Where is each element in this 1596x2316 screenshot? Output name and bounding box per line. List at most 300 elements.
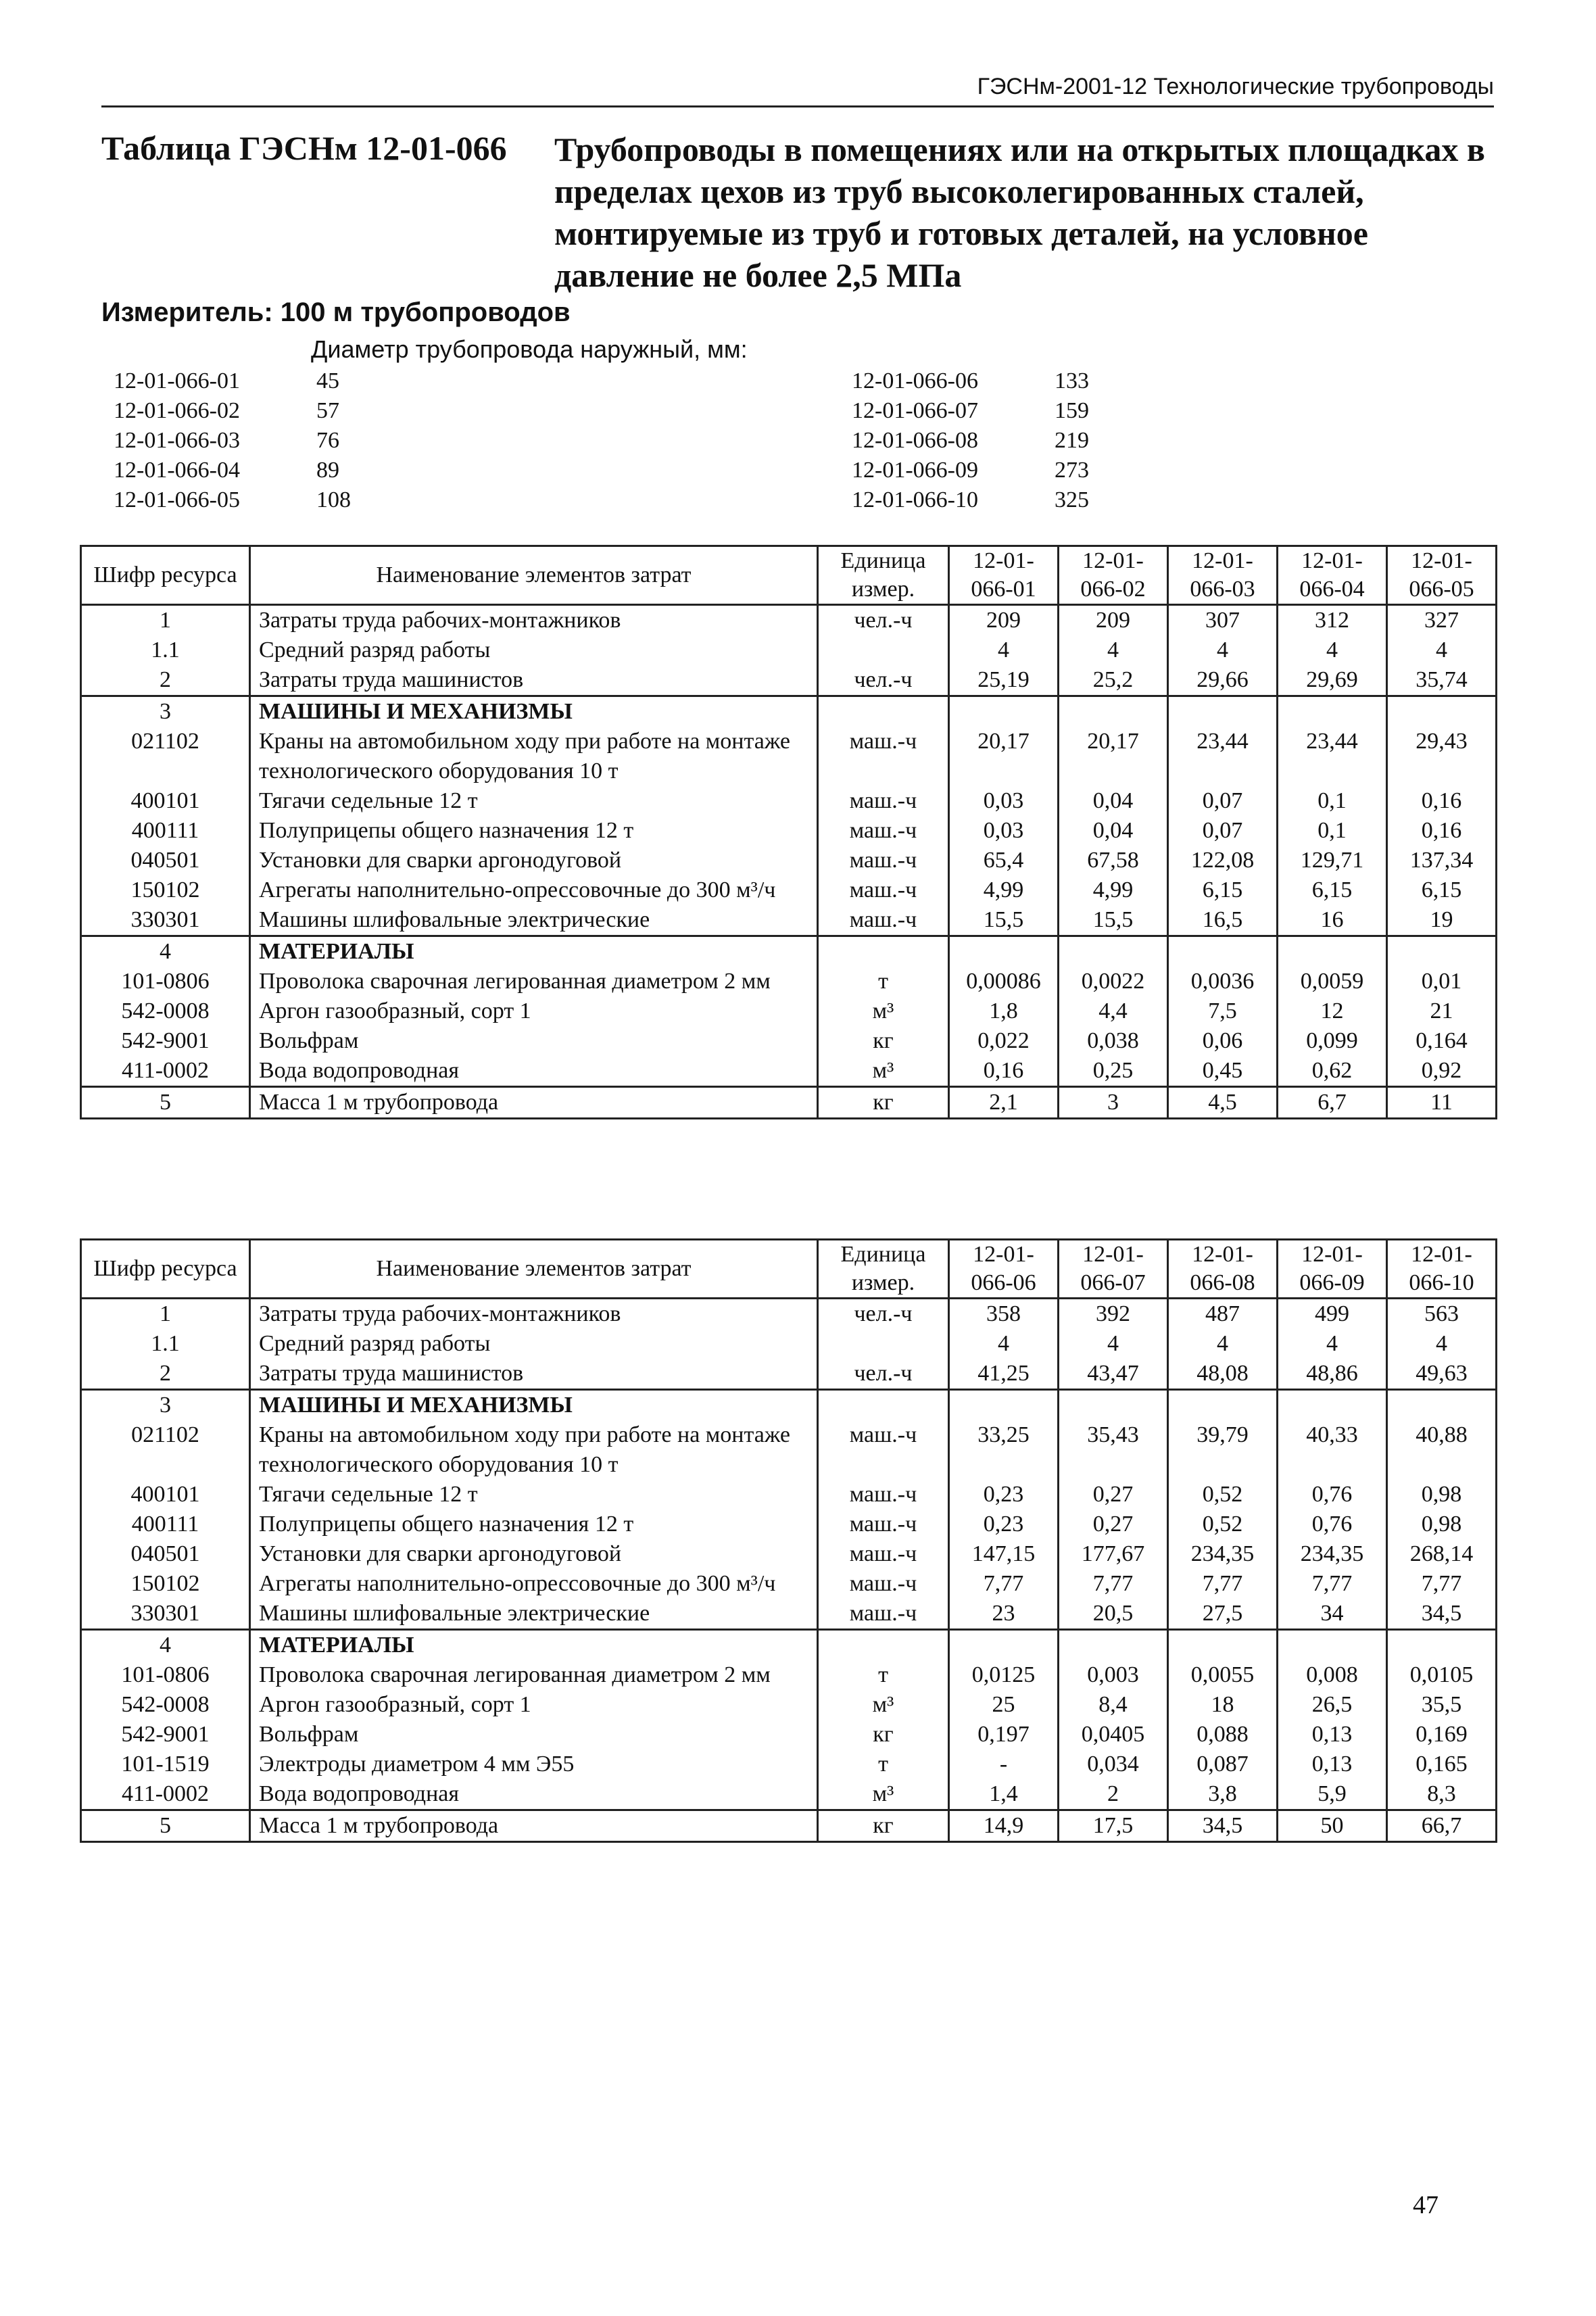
resource-value: 14,9	[949, 1810, 1059, 1842]
resource-value: 17,5	[1059, 1810, 1168, 1842]
resource-value: 307	[1168, 605, 1278, 636]
resource-value: 4	[1387, 1329, 1497, 1359]
resource-value: 0,03	[949, 786, 1059, 816]
resource-value: 48,86	[1278, 1359, 1387, 1390]
resource-value: 12	[1278, 996, 1387, 1026]
resource-name: Проволока сварочная легированная диаметром 2 мм	[250, 1660, 818, 1690]
resource-value: 15,5	[1059, 905, 1168, 936]
table-row	[81, 846, 1497, 875]
diameter-code: 12-01-066-09	[852, 458, 978, 483]
table-row	[81, 875, 1497, 905]
diameter-row	[852, 456, 1089, 485]
resource-value: 8,4	[1059, 1690, 1168, 1720]
resource-name: Установки для сварки аргонодуговой	[250, 846, 818, 875]
header-row	[81, 546, 1497, 605]
resource-code: 101-0806	[81, 1660, 250, 1690]
resource-value: 0,0125	[949, 1660, 1059, 1690]
resource-value: 4,5	[1168, 1087, 1278, 1119]
table-row	[81, 936, 1497, 967]
diameter-title: Диаметр трубопровода наружный, мм:	[311, 335, 748, 363]
resource-unit: маш.-ч	[818, 1569, 949, 1599]
resource-value: 4	[1168, 635, 1278, 665]
resource-name: Затраты труда машинистов	[250, 1359, 818, 1390]
table-row	[81, 1539, 1497, 1569]
diameter-row	[852, 426, 1089, 456]
resource-name: Машины шлифовальные электрические	[250, 1599, 818, 1630]
resource-name: Аргон газообразный, сорт 1	[250, 1690, 818, 1720]
resource-code: 150102	[81, 1569, 250, 1599]
resource-value: 43,47	[1059, 1359, 1168, 1390]
resource-value: 0,00086	[949, 967, 1059, 996]
header-column-code: 12-01-066-04	[1278, 546, 1387, 605]
resource-value: 312	[1278, 605, 1387, 636]
table-row	[81, 1087, 1497, 1119]
diameter-row	[852, 396, 1089, 426]
resource-value: 29,66	[1168, 665, 1278, 696]
table-row	[81, 1569, 1497, 1599]
header-column-code: 12-01-066-07	[1059, 1240, 1168, 1299]
resource-name: Вода водопроводная	[250, 1056, 818, 1087]
resource-value: 23,44	[1278, 727, 1387, 786]
resource-code: 542-0008	[81, 1690, 250, 1720]
resource-unit: чел.-ч	[818, 1359, 949, 1390]
table-row	[81, 1299, 1497, 1330]
resource-value: 16,5	[1168, 905, 1278, 936]
diameter-value: 273	[1055, 458, 1089, 483]
diameter-value: 57	[316, 398, 339, 423]
table-body	[81, 605, 1497, 1119]
table-row	[81, 1779, 1497, 1810]
header-column-code: 12-01-066-01	[949, 546, 1059, 605]
diameter-row	[114, 485, 351, 515]
resource-value: 20,17	[1059, 727, 1168, 786]
resource-value: 0,1	[1278, 786, 1387, 816]
table-row	[81, 1690, 1497, 1720]
resource-unit: кг	[818, 1720, 949, 1750]
page-number: 47	[1413, 2191, 1438, 2219]
diameter-row	[114, 396, 351, 426]
table-row	[81, 996, 1497, 1026]
resource-value: 7,77	[1387, 1569, 1497, 1599]
resource-unit: м³	[818, 1779, 949, 1810]
resource-value: 487	[1168, 1299, 1278, 1330]
resource-code: 400101	[81, 1480, 250, 1510]
table-title-text: Трубопроводы в помещениях или на открытых площадках в пределах цехов из труб высоколегированных сталей, монтируемые из труб и готовых деталей, на условное давление не более 2,5 МПа	[554, 130, 1485, 294]
resource-value: 177,67	[1059, 1539, 1168, 1569]
header-unit: Единица измер.	[818, 1240, 949, 1299]
resource-code: 1	[81, 605, 250, 636]
table-row	[81, 816, 1497, 846]
resource-unit: м³	[818, 996, 949, 1026]
header-column-code: 12-01-066-03	[1168, 546, 1278, 605]
resource-value: 0,92	[1387, 1056, 1497, 1087]
diameter-value: 325	[1055, 487, 1089, 512]
resource-value: 358	[949, 1299, 1059, 1330]
resource-table-1	[80, 545, 1497, 1119]
resource-unit: т	[818, 1660, 949, 1690]
header-column-code: 12-01-066-08	[1168, 1240, 1278, 1299]
resource-value: 0,008	[1278, 1660, 1387, 1690]
resource-value: 35,43	[1059, 1420, 1168, 1480]
resource-value: 0,27	[1059, 1510, 1168, 1539]
resource-value: 0,52	[1168, 1480, 1278, 1510]
measure-unit: Измеритель: 100 м трубопроводов	[101, 297, 571, 327]
resource-code: 021102	[81, 1420, 250, 1480]
resource-unit: маш.-ч	[818, 875, 949, 905]
resource-code: 5	[81, 1810, 250, 1842]
resource-value: 0,76	[1278, 1480, 1387, 1510]
diameter-list-right	[852, 366, 1089, 515]
resource-unit: т	[818, 1750, 949, 1779]
diameter-value: 89	[316, 458, 339, 483]
resource-unit: маш.-ч	[818, 1420, 949, 1480]
resource-name: Тягачи седельные 12 т	[250, 786, 818, 816]
diameter-list-left	[114, 366, 351, 515]
resource-name: Вольфрам	[250, 1026, 818, 1056]
resource-unit: кг	[818, 1087, 949, 1119]
diameter-row	[852, 485, 1089, 515]
table-header	[81, 546, 1497, 605]
resource-value	[1387, 936, 1497, 967]
resource-value: 0,169	[1387, 1720, 1497, 1750]
resource-value: 7,5	[1168, 996, 1278, 1026]
resource-value: 40,88	[1387, 1420, 1497, 1480]
resource-value: 0,04	[1059, 816, 1168, 846]
resource-value: 0,034	[1059, 1750, 1168, 1779]
diameter-value: 133	[1055, 368, 1089, 393]
resource-value	[1278, 1390, 1387, 1421]
resource-value: 0,164	[1387, 1026, 1497, 1056]
header-name: Наименование элементов затрат	[250, 546, 818, 605]
resource-code: 040501	[81, 1539, 250, 1569]
resource-name: Затраты труда рабочих-монтажников	[250, 1299, 818, 1330]
resource-name: Краны на автомобильном ходу при работе на монтаже технологического оборудования 10 т	[250, 727, 818, 786]
resource-value: 4	[1059, 1329, 1168, 1359]
resource-value: 4	[1278, 1329, 1387, 1359]
diameter-code: 12-01-066-02	[114, 398, 240, 423]
resource-value: 0,16	[1387, 786, 1497, 816]
resource-name: Агрегаты наполнительно-опрессовочные до 300 м³/ч	[250, 1569, 818, 1599]
resource-value: 0,0059	[1278, 967, 1387, 996]
resource-value: 0,1	[1278, 816, 1387, 846]
resource-name: Вода водопроводная	[250, 1779, 818, 1810]
resource-code: 542-9001	[81, 1026, 250, 1056]
resource-value: 2,1	[949, 1087, 1059, 1119]
resource-unit: маш.-ч	[818, 1599, 949, 1630]
table-row	[81, 727, 1497, 786]
resource-value: 234,35	[1168, 1539, 1278, 1569]
resource-value: 122,08	[1168, 846, 1278, 875]
resource-code: 400111	[81, 1510, 250, 1539]
resource-name: Аргон газообразный, сорт 1	[250, 996, 818, 1026]
resource-value: 147,15	[949, 1539, 1059, 1569]
table-row	[81, 1056, 1497, 1087]
table-row	[81, 1510, 1497, 1539]
diameter-code: 12-01-066-06	[852, 368, 978, 393]
header-column-code: 12-01-066-02	[1059, 546, 1168, 605]
resource-value: 0,0105	[1387, 1660, 1497, 1690]
resource-code: 3	[81, 696, 250, 727]
resource-name: Тягачи седельные 12 т	[250, 1480, 818, 1510]
resource-value: 4	[1387, 635, 1497, 665]
resource-value: 34,5	[1387, 1599, 1497, 1630]
resource-unit: маш.-ч	[818, 1510, 949, 1539]
resource-value	[1278, 936, 1387, 967]
resource-name: Масса 1 м трубопровода	[250, 1810, 818, 1842]
resource-value	[1387, 1390, 1497, 1421]
resource-name: Затраты труда машинистов	[250, 665, 818, 696]
table-row	[81, 665, 1497, 696]
header-row	[81, 1240, 1497, 1299]
resource-value: 0,98	[1387, 1510, 1497, 1539]
resource-value: 6,15	[1168, 875, 1278, 905]
header-column-code: 12-01-066-06	[949, 1240, 1059, 1299]
resource-value: 0,23	[949, 1510, 1059, 1539]
resource-value: 25,19	[949, 665, 1059, 696]
resource-value: 7,77	[1168, 1569, 1278, 1599]
resource-value: 0,01	[1387, 967, 1497, 996]
resource-value: 4,99	[1059, 875, 1168, 905]
resource-unit: маш.-ч	[818, 905, 949, 936]
resource-value	[1387, 696, 1497, 727]
table-row	[81, 1329, 1497, 1359]
resource-value: 0,16	[949, 1056, 1059, 1087]
resource-value: 25,2	[1059, 665, 1168, 696]
resource-value: 0,038	[1059, 1026, 1168, 1056]
resource-value: 0,16	[1387, 816, 1497, 846]
resource-value: 35,74	[1387, 665, 1497, 696]
resource-value: 8,3	[1387, 1779, 1497, 1810]
resource-unit: чел.-ч	[818, 605, 949, 636]
resource-value: 16	[1278, 905, 1387, 936]
resource-code: 5	[81, 1087, 250, 1119]
resource-name: Агрегаты наполнительно-опрессовочные до 300 м³/ч	[250, 875, 818, 905]
header-code: Шифр ресурса	[81, 1240, 250, 1299]
resource-value: 6,15	[1278, 875, 1387, 905]
resource-value: 0,23	[949, 1480, 1059, 1510]
resource-unit: т	[818, 967, 949, 996]
resource-value	[1059, 1630, 1168, 1661]
resource-unit	[818, 696, 949, 727]
resource-value: 5,9	[1278, 1779, 1387, 1810]
diameter-value: 108	[316, 487, 351, 512]
resource-code: 150102	[81, 875, 250, 905]
resource-value: 20,5	[1059, 1599, 1168, 1630]
table-row	[81, 1420, 1497, 1480]
resource-name: Средний разряд работы	[250, 635, 818, 665]
resource-value: 0,27	[1059, 1480, 1168, 1510]
resource-code: 2	[81, 665, 250, 696]
resource-name: Затраты труда рабочих-монтажников	[250, 605, 818, 636]
table-row	[81, 1660, 1497, 1690]
resource-value	[949, 936, 1059, 967]
resource-unit: маш.-ч	[818, 1539, 949, 1569]
resource-code: 542-9001	[81, 1720, 250, 1750]
diameter-code: 12-01-066-05	[114, 487, 240, 512]
resource-value: 4	[1278, 635, 1387, 665]
diameter-value: 219	[1055, 428, 1089, 453]
resource-value	[1278, 1630, 1387, 1661]
resource-name: Масса 1 м трубопровода	[250, 1087, 818, 1119]
resource-unit: чел.-ч	[818, 665, 949, 696]
resource-value: 49,63	[1387, 1359, 1497, 1390]
resource-unit: маш.-ч	[818, 1480, 949, 1510]
diameter-code: 12-01-066-03	[114, 428, 240, 453]
resource-value	[949, 1390, 1059, 1421]
resource-name: МАШИНЫ И МЕХАНИЗМЫ	[250, 696, 818, 727]
resource-value: 18	[1168, 1690, 1278, 1720]
resource-value	[1168, 1390, 1278, 1421]
resource-value: 0,07	[1168, 786, 1278, 816]
resource-value: 3	[1059, 1087, 1168, 1119]
resource-value: 21	[1387, 996, 1497, 1026]
resource-value: 23	[949, 1599, 1059, 1630]
resource-unit: кг	[818, 1026, 949, 1056]
resource-value: 0,13	[1278, 1750, 1387, 1779]
resource-name: Полуприцепы общего назначения 12 т	[250, 1510, 818, 1539]
resource-value: 6,15	[1387, 875, 1497, 905]
resource-code: 4	[81, 1630, 250, 1661]
resource-value: 0,52	[1168, 1510, 1278, 1539]
table-row	[81, 1026, 1497, 1056]
resource-unit: маш.-ч	[818, 786, 949, 816]
resource-value: 25	[949, 1690, 1059, 1720]
resource-unit: маш.-ч	[818, 846, 949, 875]
table-row	[81, 1599, 1497, 1630]
resource-value: 67,58	[1059, 846, 1168, 875]
resource-value: 40,33	[1278, 1420, 1387, 1480]
table-row	[81, 1480, 1497, 1510]
resource-value: 4,4	[1059, 996, 1168, 1026]
resource-value: 26,5	[1278, 1690, 1387, 1720]
resource-value: 0,25	[1059, 1056, 1168, 1087]
resource-code: 330301	[81, 1599, 250, 1630]
diameter-code: 12-01-066-10	[852, 487, 978, 512]
resource-value: 234,35	[1278, 1539, 1387, 1569]
resource-value	[1059, 1390, 1168, 1421]
running-header: ГЭСНм-2001-12 Технологические трубопроводы	[101, 68, 1494, 107]
table-row	[81, 1810, 1497, 1842]
resource-unit: маш.-ч	[818, 816, 949, 846]
resource-value: 23,44	[1168, 727, 1278, 786]
header-column-code: 12-01-066-10	[1387, 1240, 1497, 1299]
resource-value: 4	[1168, 1329, 1278, 1359]
diameter-value: 159	[1055, 398, 1089, 423]
resource-value	[1168, 1630, 1278, 1661]
resource-name: Вольфрам	[250, 1720, 818, 1750]
diameter-code: 12-01-066-01	[114, 368, 240, 393]
header-unit: Единица измер.	[818, 546, 949, 605]
resource-unit	[818, 635, 949, 665]
table-row	[81, 1720, 1497, 1750]
resource-value: 0,07	[1168, 816, 1278, 846]
resource-value: 0,62	[1278, 1056, 1387, 1087]
diameter-row	[114, 456, 351, 485]
table-title-label: Таблица ГЭСНм 12-01-066	[101, 129, 507, 167]
resource-value: 0,165	[1387, 1750, 1497, 1779]
table-row	[81, 905, 1497, 936]
resource-table-2	[80, 1238, 1497, 1843]
resource-value: 50	[1278, 1810, 1387, 1842]
resource-value: 129,71	[1278, 846, 1387, 875]
resource-code: 4	[81, 936, 250, 967]
resource-name: МАТЕРИАЛЫ	[250, 1630, 818, 1661]
resource-code: 542-0008	[81, 996, 250, 1026]
resource-value: 0,0036	[1168, 967, 1278, 996]
resource-value: 0,088	[1168, 1720, 1278, 1750]
resource-value: 27,5	[1168, 1599, 1278, 1630]
table-row	[81, 605, 1497, 636]
resource-value: 15,5	[949, 905, 1059, 936]
resource-value: 0,98	[1387, 1480, 1497, 1510]
header-column-code: 12-01-066-09	[1278, 1240, 1387, 1299]
table-body	[81, 1299, 1497, 1842]
resource-code: 101-1519	[81, 1750, 250, 1779]
table-row	[81, 1390, 1497, 1421]
resource-value	[949, 696, 1059, 727]
resource-value: 0,06	[1168, 1026, 1278, 1056]
diameter-row	[114, 366, 351, 396]
resource-value	[1168, 696, 1278, 727]
resource-unit: м³	[818, 1690, 949, 1720]
resource-value: 0,0405	[1059, 1720, 1168, 1750]
resource-value: 2	[1059, 1779, 1168, 1810]
header-column-code: 12-01-066-05	[1387, 546, 1497, 605]
resource-name: Средний разряд работы	[250, 1329, 818, 1359]
resource-value: 7,77	[1278, 1569, 1387, 1599]
resource-code: 101-0806	[81, 967, 250, 996]
resource-value: 563	[1387, 1299, 1497, 1330]
diameter-row	[852, 366, 1089, 396]
resource-unit: чел.-ч	[818, 1299, 949, 1330]
resource-value: -	[949, 1750, 1059, 1779]
resource-unit	[818, 936, 949, 967]
table-row	[81, 1750, 1497, 1779]
resource-value: 29,43	[1387, 727, 1497, 786]
resource-name: Полуприцепы общего назначения 12 т	[250, 816, 818, 846]
resource-value: 48,08	[1168, 1359, 1278, 1390]
resource-name: МАШИНЫ И МЕХАНИЗМЫ	[250, 1390, 818, 1421]
resource-value: 29,69	[1278, 665, 1387, 696]
resource-code: 330301	[81, 905, 250, 936]
resource-value: 0,76	[1278, 1510, 1387, 1539]
resource-value: 4	[949, 1329, 1059, 1359]
resource-value: 66,7	[1387, 1810, 1497, 1842]
table-row	[81, 786, 1497, 816]
resource-value: 4	[949, 635, 1059, 665]
resource-name: МАТЕРИАЛЫ	[250, 936, 818, 967]
resource-value: 19	[1387, 905, 1497, 936]
resource-value: 7,77	[949, 1569, 1059, 1599]
resource-value: 35,5	[1387, 1690, 1497, 1720]
resource-value: 41,25	[949, 1359, 1059, 1390]
resource-value: 0,197	[949, 1720, 1059, 1750]
resource-value: 34	[1278, 1599, 1387, 1630]
resource-value: 0,13	[1278, 1720, 1387, 1750]
resource-value: 137,34	[1387, 846, 1497, 875]
resource-value: 327	[1387, 605, 1497, 636]
resource-code: 021102	[81, 727, 250, 786]
resource-value: 0,0055	[1168, 1660, 1278, 1690]
resource-value: 11	[1387, 1087, 1497, 1119]
diameter-value: 76	[316, 428, 339, 453]
header-code: Шифр ресурса	[81, 546, 250, 605]
resource-value: 3,8	[1168, 1779, 1278, 1810]
resource-code: 1.1	[81, 635, 250, 665]
resource-name: Электроды диаметром 4 мм Э55	[250, 1750, 818, 1779]
resource-value: 0,0022	[1059, 967, 1168, 996]
resource-unit: маш.-ч	[818, 727, 949, 786]
